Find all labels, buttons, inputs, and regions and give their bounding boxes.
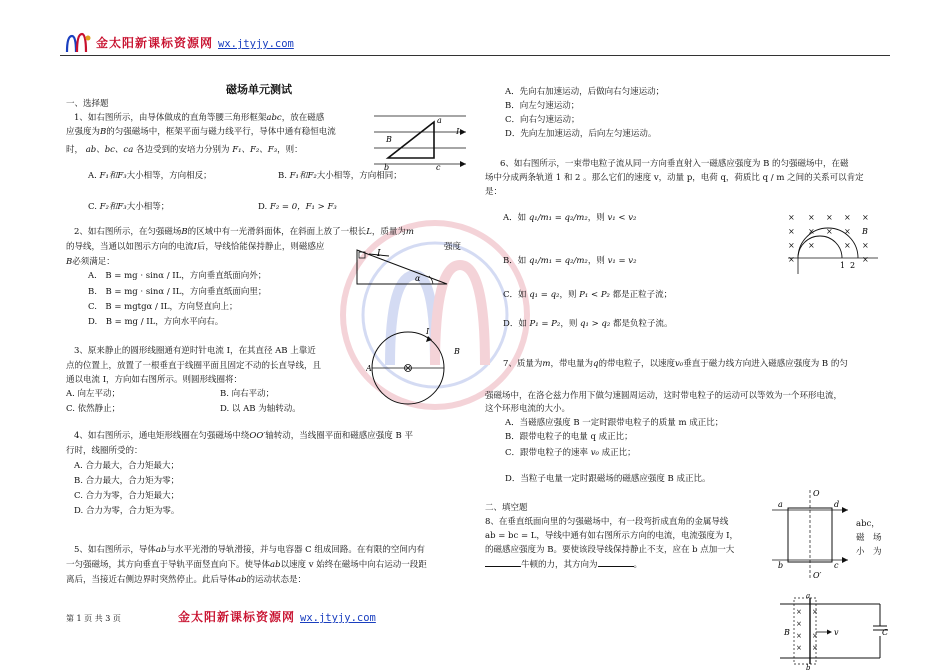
q6-field-diagram [786,210,882,276]
q6-option-b[interactable]: B．如 q₁/m₁ = q₂/m₂，则 v₁ = v₂ [503,256,637,266]
header-brand: 金太阳新课标资源网 [96,36,214,50]
q8-fig-label-O: O [813,489,820,498]
q8-blank-2[interactable] [598,558,634,567]
q7-line3: 这个环形电流的大小。 [485,404,571,414]
q3-option-a[interactable]: A. 向左平动； [66,389,121,399]
svg-text:×: × [808,227,815,236]
q8-line3: 的磁感应强度为 B。要使该段导线保持静止不支，应在 b 点加一大 [485,545,735,555]
header-rule [60,55,890,56]
q3-option-d[interactable]: D. 以 AB 为轴转动。 [220,404,301,414]
q7-option-b[interactable]: B．跟带电粒子的电量 q 成正比； [505,432,633,442]
svg-text:×: × [812,644,818,652]
q6-line2: 场中分成两条轨道 1 和 2 。那么它们的速度 v，动量 p，电荷 q，荷质比 q / m 之间的关系可以肯定 [485,173,864,183]
svg-text:×: × [862,255,869,264]
q8-side-text-3: 小 为 [856,547,882,557]
q7-line2: 强磁场中，在洛仑兹力作用下做匀速圆周运动，这时带电粒子的运动可以等效为一个环形电流， [485,391,843,401]
q5-fig-label-v: v [834,628,839,637]
q5-fig-label-C: C [882,628,889,637]
footer-page-info: 第 1 页 共 3 页 [66,614,121,623]
q1-fig-label-B: B [386,135,392,144]
svg-text:×: × [808,213,815,222]
svg-text:×: × [826,227,833,236]
q6-option-d[interactable]: D．如 P₁ = P₂，则 q₁ > q₂ 都是负粒子流。 [503,319,673,329]
q8-side-text-1: abc， [856,519,880,529]
q7-line1: 7、质量为m，带电量为q的带电粒子，以速度v₀垂直于磁力线方向进入磁感应强度为 B 的匀 [503,359,848,369]
q1-fig-label-b: b [384,163,390,172]
q4-option-a[interactable]: A. 合力最大，合力矩最大； [74,461,180,471]
q2-line1: 2、如右图所示，在匀强磁场B的区域中有一光滑斜面体，在斜面上放了一根长L，质量为m [74,227,414,237]
q3-coil-diagram [366,326,464,410]
svg-text:×: × [812,608,818,616]
q6-line3: 是： [485,187,503,197]
footer-url-link[interactable]: wx.jtyjy.com [300,612,376,624]
q3-option-b[interactable]: B. 向右平动； [220,389,275,399]
q3-fig-label-B: B [454,347,460,356]
q7-option-d[interactable]: D．当粒子电量一定时跟磁场的磁感应强度 B 成正比。 [505,474,711,484]
q1-fig-current-label: I [456,127,460,137]
q4-option-c[interactable]: C. 合力为零，合力矩最大； [74,491,180,501]
q2-option-a[interactable]: A. B = mg · sinα / IL，方向垂直纸面向外； [88,271,267,281]
svg-text:×: × [788,227,795,236]
q8-coil-axis-diagram [770,486,850,582]
q6-fig-label-B: B [862,227,868,236]
svg-text:×: × [796,632,802,640]
footer-brand: 金太阳新课标资源网 [178,610,296,624]
q8-fig-label-O2: O′ [813,571,822,580]
q4-line2: 行时，线圈所受的： [66,446,143,456]
q8-fig-label-a: a [778,500,783,509]
q7-option-c[interactable]: C．跟带电粒子的速率 v₀ 成正比； [505,448,636,458]
svg-text:×: × [796,620,802,628]
q3-option-c[interactable]: C. 依然静止； [66,404,121,414]
q2-fig-label-I: I [377,249,381,259]
q8-line4: 牛顿的力，其方向为 。 [485,558,642,571]
q5-line1: 5、如右图所示，导体ab与水平光滑的导轨滑接，并与电容器 C 组成回路。在有限的空间内有 [74,545,425,555]
header [60,32,440,54]
q2-option-d[interactable]: D. B = mg / IL，方向水平向右。 [88,317,224,327]
q8-side-text-2: 磁 场 [856,533,882,543]
q1-fig-label-a: a [437,116,442,125]
q1-line2: 应强度为B的匀强磁场中，框架平面与磁力线平行，导体中通有稳恒电流 [66,127,336,137]
svg-text:×: × [796,644,802,652]
svg-text:×: × [844,227,851,236]
q3-line3: 通以电流 I，方向如右图所示。则圆形线圈将： [66,375,243,385]
q8-fig-label-c: c [834,561,839,570]
svg-text:×: × [788,213,795,222]
section-heading-choice: 一、选择题 [66,99,109,109]
q4-option-b[interactable]: B. 合力最大，合力矩为零； [74,476,180,486]
q5-option-c[interactable]: C．向右匀速运动； [505,115,580,125]
q1-line3: 时， ab、bc、ca 各边受到的安培力分别为 F₁、F₂、F₃，则： [66,145,303,155]
q2-option-b[interactable]: B. B = mg · sinα / IL，方向垂直纸面向里； [88,287,267,297]
svg-text:×: × [862,241,869,250]
q3-fig-label-A: A [366,364,372,373]
q2-line2-tail: 强度 [444,242,462,252]
q1-line1: 1、如右图所示，由导体做成的直角等腰三角形框架abc，放在磁感 [74,113,325,123]
q5-option-b[interactable]: B．向左匀速运动； [505,101,580,111]
q5-fig-label-B: B [784,628,790,637]
q5-fig-label-b: b [806,664,811,670]
svg-text:×: × [788,255,795,264]
q5-fig-label-a: a [806,592,811,600]
q1-option-a[interactable]: A. F₁和F₃大小相等，方向相反； [88,171,212,181]
q6-option-c[interactable]: C．如 q₁ = q₂，则 P₁ < P₂ 都是正粒子流； [503,290,673,300]
section-heading-fill: 二、填空题 [485,503,528,513]
q5-option-a[interactable]: A．先向右加速运动，后做向右匀速运动； [505,87,665,97]
q6-fig-label-2: 2 [850,261,856,270]
q6-fig-label-1: 1 [840,261,846,270]
q7-option-a[interactable]: A．当磁感应强度 B 一定时跟带电粒子的质量 m 成正比； [505,418,724,428]
svg-text:×: × [788,241,795,250]
q2-line3: B必须满足： [66,257,115,267]
q1-option-b[interactable]: B. F₁和F₂大小相等，方向相同； [278,171,402,181]
header-url-link[interactable]: wx.jtyjy.com [218,38,294,50]
q5-option-d[interactable]: D．先向左加速运动，后向左匀速运动。 [505,129,657,139]
q5-line3: 离后，当接近右侧边界时突然停止。此后导体ab的运动状态是： [66,575,307,585]
q3-fig-label-I: I [426,327,430,336]
q8-blank-1[interactable] [485,558,521,567]
svg-text:×: × [808,241,815,250]
q1-option-c[interactable]: C. F₂和F₃大小相等； [88,202,170,212]
brand-logo-icon [64,32,92,54]
q8-fig-label-d: d [834,500,840,509]
svg-text:×: × [826,213,833,222]
q2-option-c[interactable]: C. B = mgtgα / IL，方向竖直向上； [88,302,238,312]
svg-text:×: × [862,213,869,222]
q4-line1: 4、如右图所示，通电矩形线圈在匀强磁场中绕OO′轴转动，当线圈平面和磁感应强度 B 平 [74,431,413,441]
q2-fig-label-alpha: α [415,274,421,283]
q5-line2: 一匀强磁场，其方向垂直于导轨平面竖直向下。使导体ab以速度 v 始终在磁场中向右运动一段距 [66,560,427,570]
q3-line1: 3、原来静止的圆形线圈通有逆时针电流 I，在其直径 AB 上靠近 [74,346,316,356]
q1-option-d[interactable]: D. F₂ = 0，F₁ > F₃ [258,202,337,212]
svg-text:×: × [844,213,851,222]
q5-rail-diagram [770,592,890,670]
svg-text:×: × [844,241,851,250]
svg-text:×: × [796,608,802,616]
q6-option-a[interactable]: A．如 q₁/m₁ = q₂/m₂，则 v₁ < v₂ [503,213,637,223]
q2-line2: 的导线，当通以如图示方向的电流I后，导线恰能保持静止，则磁感应 [66,242,325,252]
document-title: 磁场单元测试 [226,83,292,96]
svg-text:×: × [812,632,818,640]
q1-fig-label-c: c [436,163,441,172]
q8-line2: ab = bc = L，导线中通有如右图所示方向的电流，电流强度为 I， [485,531,738,541]
q2-incline-diagram [355,248,455,288]
q3-line2: 点的位置上，放置了一根垂直于线圈平面且固定不动的长直导线，且 [66,361,322,371]
q1-diagram [374,110,474,172]
q8-fig-label-b: b [778,561,784,570]
q4-option-d[interactable]: D. 合力为零，合力矩为零。 [74,506,180,516]
q6-line1: 6、如右图所示，一束带电粒子流从同一方向垂直射入一磁感应强度为 B 的匀强磁场中，在磁 [500,159,849,169]
q8-line1: 8、在垂直纸面向里的匀强磁场中，有一段弯折成直角的金属导线 [485,517,729,527]
